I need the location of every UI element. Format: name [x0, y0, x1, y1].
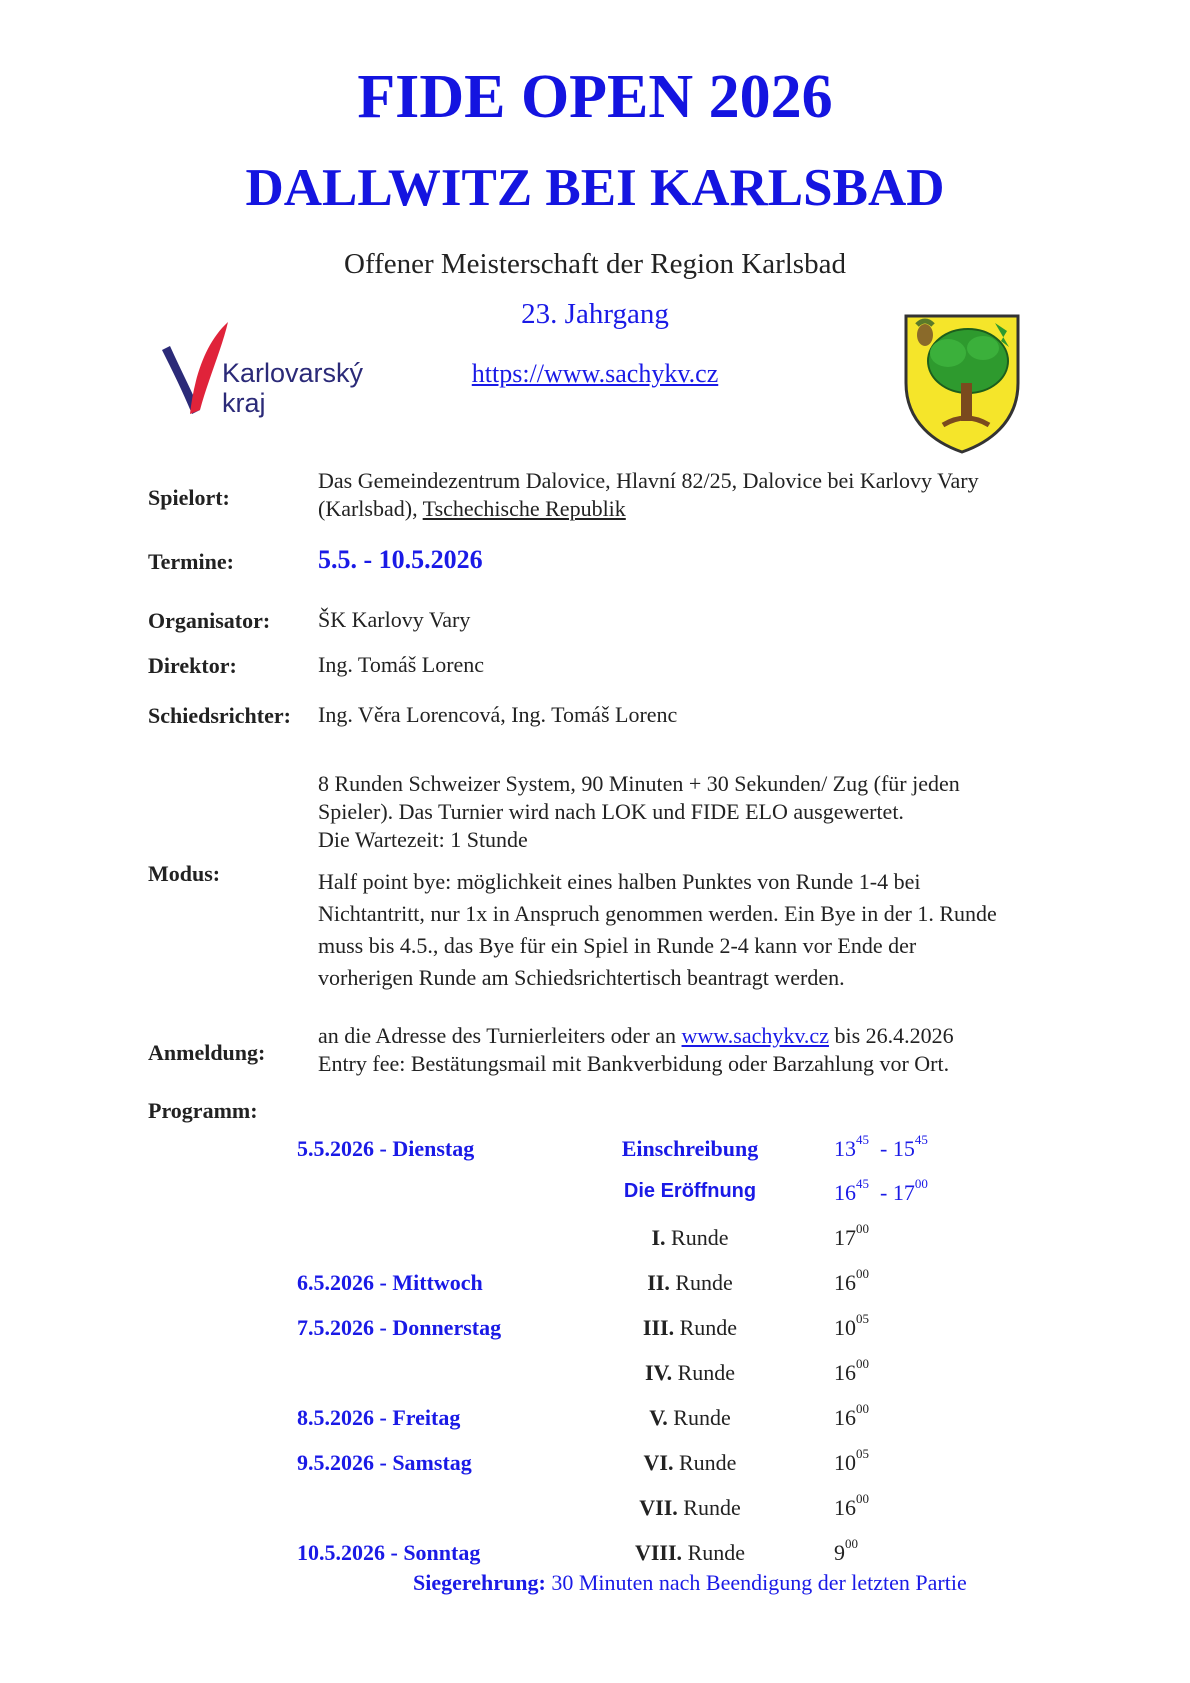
registration-text: an die Adresse des Turnierleiters oder an: [318, 1023, 682, 1048]
opening-event: Die Eröffnung: [623, 1180, 757, 1202]
organizer-value: ŠK Karlovy Vary: [318, 607, 471, 632]
mode-line-1: 8 Runden Schweizer System, 90 Minuten + 30 Sekunden/ Zug (für jeden: [318, 771, 960, 796]
page-location: DALLWITZ BEI KARLSBAD: [245, 159, 945, 217]
director-label: Direktor:: [148, 653, 237, 678]
mode-line-3: Die Wartezeit: 1 Stunde: [318, 827, 528, 852]
mode-label: Modus:: [148, 861, 221, 886]
registration-event: Einschreibung: [621, 1136, 759, 1161]
award-ceremony: [413, 1570, 967, 1596]
bye-line-4: vorherigen Runde am Schiedsrichtertisch beantragt werden.: [318, 965, 845, 990]
arbiter-label: Schiedsrichter:: [148, 703, 291, 728]
round-1: I. Runde: [651, 1225, 729, 1250]
page-subtitle: Offener Meisterschaft der Region Karlsbad: [344, 248, 846, 280]
registration-label: Anmeldung:: [148, 1040, 266, 1065]
round-1-time: $17^{00}$: [834, 1221, 869, 1250]
venue-line-2: [318, 495, 626, 523]
program-day-6: 10.5.2026 - Sonntag: [297, 1540, 481, 1565]
oak-tree-crest-icon: [903, 313, 1021, 455]
program-day-3: 7.5.2026 - Donnerstag: [297, 1315, 502, 1340]
award-label: Siegerehrung:: [413, 1570, 546, 1595]
bye-line-1: Half point bye: möglichkeit eines halben Punktes von Runde 1-4 bei: [318, 869, 921, 894]
opening-time: $16^{45} - 17^{00}$: [834, 1176, 928, 1205]
award-text: 30 Minuten nach Beendigung der letzten Partie: [545, 1570, 967, 1595]
round-6: VI. Runde: [643, 1450, 737, 1475]
registration-line-1: [318, 1022, 954, 1050]
dates-label: Termine:: [148, 549, 234, 574]
program-day-5: 9.5.2026 - Samstag: [297, 1450, 472, 1475]
director-value: Ing. Tomáš Lorenc: [318, 652, 485, 677]
venue-city: (Karlsbad),: [318, 496, 423, 521]
venue-country: Tschechische Republik: [422, 496, 626, 521]
organizer-label: Organisator:: [148, 608, 271, 633]
edition-label: 23. Jahrgang: [521, 298, 669, 330]
bye-line-2: Nichtantritt, nur 1x in Anspruch genommen werden. Ein Bye in der 1. Runde: [318, 901, 997, 926]
arbiter-value: Ing. Věra Lorencová, Ing. Tomáš Lorenc: [318, 702, 678, 727]
venue-line-1: Das Gemeindezentrum Dalovice, Hlavní 82/25, Dalovice bei Karlovy Vary: [318, 468, 979, 493]
round-8: VIII. Runde: [634, 1540, 746, 1565]
round-8-time: $9^{00}$: [834, 1536, 858, 1565]
venue-label: Spielort:: [148, 485, 230, 510]
round-3-time: $10^{05}$: [834, 1311, 869, 1340]
registration-link[interactable]: www.sachykv.cz: [681, 1023, 829, 1048]
round-7-time: $16^{00}$: [834, 1491, 869, 1520]
round-2-time: $16^{00}$: [834, 1266, 869, 1295]
coat-of-arms: [903, 313, 1021, 455]
round-3: III. Runde: [642, 1315, 738, 1340]
program-day-4: 8.5.2026 - Freitag: [297, 1405, 461, 1430]
round-4-time: $16^{00}$: [834, 1356, 869, 1385]
registration-deadline: bis 26.4.2026: [828, 1023, 954, 1048]
region-logo-text-1: Karlovarský: [222, 358, 364, 388]
round-5-time: $16^{00}$: [834, 1401, 869, 1430]
round-7: VII. Runde: [639, 1495, 741, 1520]
region-logo: [160, 318, 390, 428]
mode-line-2: Spieler). Das Turnier wird nach LOK und FIDE ELO ausgewertet.: [318, 799, 904, 824]
round-5: V. Runde: [649, 1405, 731, 1430]
dates-value: 5.5. - 10.5.2026: [318, 545, 483, 574]
program-day-2: 6.5.2026 - Mittwoch: [297, 1270, 483, 1295]
registration-time: $13^{45} - 15^{45}$: [834, 1132, 928, 1161]
bye-line-3: muss bis 4.5., das Bye für ein Spiel in Runde 2-4 kann vor Ende der: [318, 933, 917, 958]
page-title: FIDE OPEN 2026: [357, 63, 833, 131]
round-4: IV. Runde: [644, 1360, 736, 1385]
region-logo-text-2: kraj: [222, 388, 266, 418]
website-link[interactable]: https://www.sachykv.cz: [471, 359, 719, 388]
round-6-time: $10^{05}$: [834, 1446, 869, 1475]
round-2: II. Runde: [647, 1270, 733, 1295]
registration-line-2: Entry fee: Bestätungsmail mit Bankverbidung oder Barzahlung vor Ort.: [318, 1051, 950, 1076]
program-day-1: 5.5.2026 - Dienstag: [297, 1136, 475, 1161]
program-label: Programm:: [148, 1098, 258, 1123]
